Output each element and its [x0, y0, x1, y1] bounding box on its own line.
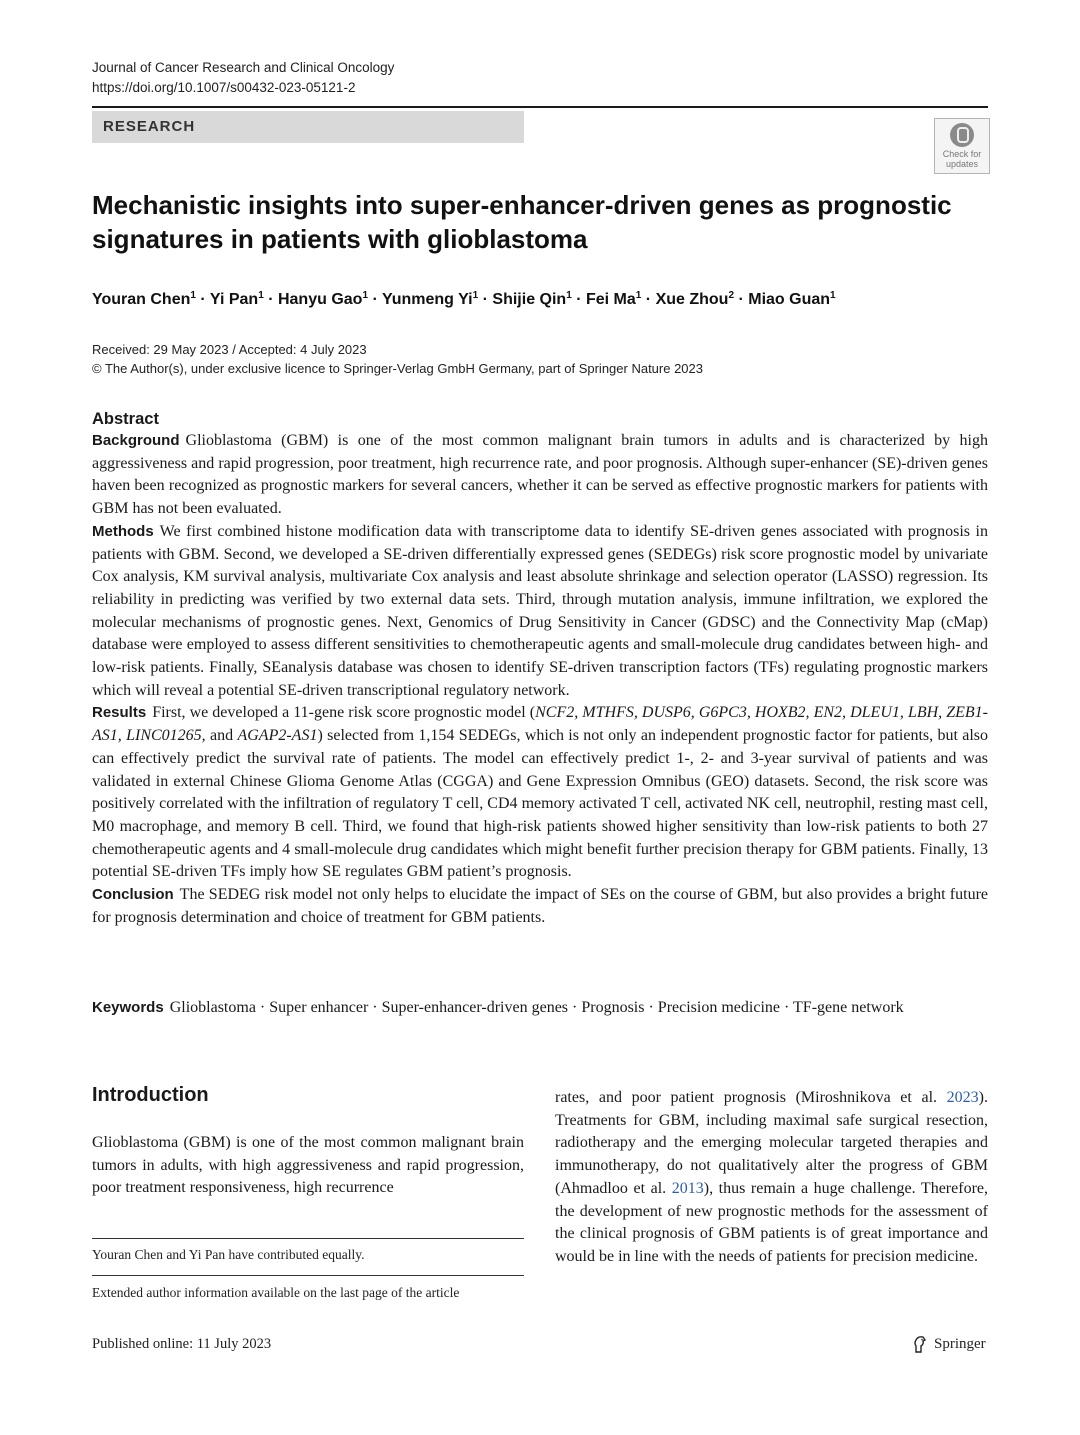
publisher-name: Springer: [934, 1335, 986, 1352]
header-rule: [92, 106, 988, 108]
abstract-conclusion: Conclusion The SEDEG risk model not only helps to elucidate the impact of SEs on the course of GBM, but also provides a bright future for prognosis determination and choice of treatment for GBM patients.: [92, 886, 988, 926]
bookmark-icon: [950, 123, 974, 147]
citation-link[interactable]: 2023: [946, 1089, 979, 1106]
abstract-section: [92, 408, 988, 929]
affiliation-marker: 1: [472, 290, 479, 301]
publisher-logo: [910, 1334, 986, 1354]
keywords-text: Glioblastoma · Super enhancer · Super-enhancer-driven genes · Prognosis · Precision medicine · TF-gene network: [169, 999, 904, 1016]
article-title: Mechanistic insights into super-enhancer-driven genes as prognostic signatures in patients with glioblastoma: [92, 190, 952, 254]
conclusion-label: Conclusion: [92, 886, 174, 904]
keywords-label: Keywords: [92, 999, 164, 1016]
author-name[interactable]: Yi Pan: [209, 291, 259, 308]
author-name[interactable]: Shijie Qin: [492, 291, 567, 308]
abstract-heading: Abstract: [92, 410, 159, 428]
background-label: Background: [92, 432, 180, 449]
published-online: Published online: 11 July 2023: [92, 1336, 272, 1352]
author-name[interactable]: Hanyu Gao: [277, 291, 363, 308]
author-name[interactable]: Miao Guan: [748, 291, 831, 308]
author-separator: ·: [195, 291, 210, 308]
abstract-background: Background Glioblastoma (GBM) is one of the most common malignant brain tumors in adults and is characterized by high aggressiveness and rapid progression, poor treatment, high recurrence rate, and poor prognosis. Although super-enhancer (SE)-driven genes haven been recognized as prognostic markers for several cancers, whether it can be served as effective prognostic markers for patients with GBM has not been evaluated.: [92, 432, 988, 518]
journal-name: Journal of Cancer Research and Clinical Oncology: [92, 60, 395, 75]
citation-link[interactable]: 2013: [671, 1179, 704, 1197]
introduction-text-left: Glioblastoma (GBM) is one of the most common malignant brain tumors in adults, with high aggressiveness and rapid progression, poor treatment responsiveness, high recurrence: [92, 1134, 524, 1197]
springer-horse-icon: [910, 1334, 930, 1354]
footnote-equal-contribution: Youran Chen and Yi Pan have contributed equally.: [92, 1247, 365, 1262]
author-separator: ·: [734, 291, 749, 308]
keywords: [92, 996, 988, 1019]
author-separator: ·: [368, 291, 382, 308]
author-name[interactable]: Fei Ma: [585, 291, 636, 308]
author-separator: ·: [478, 291, 493, 308]
copyright-notice: © The Author(s), under exclusive licence to Springer-Verlag GmbH Germany, part of Springer Nature 2023: [92, 361, 703, 376]
journal-header: [92, 58, 394, 98]
doi-link[interactable]: https://doi.org/10.1007/s00432-023-05121-2: [92, 80, 356, 95]
affiliation-marker: 1: [566, 290, 572, 301]
methods-label: Methods: [92, 522, 154, 540]
check-for-updates-label: Check for updates: [942, 149, 982, 169]
footnote-divider: [92, 1275, 524, 1276]
author-name[interactable]: Youran Chen: [92, 291, 191, 308]
affiliation-marker: 1: [635, 290, 642, 301]
affiliation-marker: 1: [830, 290, 836, 301]
author-name[interactable]: Yunmeng Yi: [381, 291, 473, 308]
section-label: RESEARCH: [103, 118, 196, 135]
author-list: [92, 284, 836, 312]
affiliation-marker: 1: [258, 290, 264, 301]
affiliation-marker: 2: [728, 290, 735, 301]
affiliation-marker: 1: [190, 290, 196, 301]
results-label: Results: [92, 704, 147, 722]
footnote-divider: [92, 1238, 524, 1239]
introduction-heading: Introduction: [92, 1084, 209, 1106]
received-accepted: Received: 29 May 2023 / Accepted: 4 July 2023: [92, 342, 367, 357]
publication-dates: [92, 340, 703, 378]
check-for-updates-button[interactable]: [934, 118, 990, 174]
affiliation-marker: 1: [362, 290, 368, 301]
author-name[interactable]: Xue Zhou: [655, 291, 729, 308]
abstract-results: Results First, we developed a 11-gene risk score prognostic model (NCF2, MTHFS, DUSP6, G6PC3, HOXB2, EN2, DLEU1, LBH, ZEB1-AS1, LINC01265, and AGAP2-AS1) selected from 1,154 SEDEGs, which is not only an independent prognostic factor for patients, but also can effectively predict the survival rate of patients. The model can effectively predict 1-, 2- and 3-year survival of patients and was validated in external Chinese Glioma Genome Atlas (CGGA) and Gene Expression Omnibus (GEO) datasets. Second, the risk score was positively correlated with the infiltration of regulatory T cell, CD4 memory activated T cell, activated NK cell, neutrophil, resting mast cell, M0 macrophage, and memory B cell. Third, we found that high-risk patients showed higher sensitivity than low-risk patients to both 27 chemotherapeutic agents and 4 small-molecule drug candidates which might benefit further precision therapy for GBM patients. Finally, 13 potential SE-driven TFs imply how SE regulates GBM patient’s prognosis.: [92, 704, 989, 881]
author-separator: ·: [571, 291, 586, 308]
abstract-methods: Methods We first combined histone modification data with transcriptome data to identify SE-driven genes associated with prognosis in patients with GBM. Second, we developed a SE-driven differentially expressed genes (SEDEGs) risk score prognostic model by univariate Cox analysis, KM survival analysis, multivariate Cox analysis and least absolute shrinkage and selection operator (LASSO) regression. Its reliability in predicting was verified by two external data sets. Third, through mutation analysis, immune infiltration, we explored the molecular mechanisms of prognostic genes. Next, Genomics of Drug Sensitivity in Cancer (GDSC) and the Connectivity Map (cMap) database were employed to assess different sensitivities to chemotherapeutic agents and small-molecule drug candidates between high- and low-risk patients. Finally, SEanalysis database was chosen to identify SE-driven transcription factors (TFs) regulating prognostic markers which will reveal a potential SE-driven transcriptional regulatory network.: [92, 522, 988, 699]
footnote-extended-info: Extended author information available on the last page of the article: [92, 1285, 460, 1300]
introduction-text-right: rates, and poor patient prognosis (Miroshnikova et al. 2023). Treatments for GBM, including maximal safe surgical resection, radiotherapy and the emerging molecular targeted therapies and immunotherapy, do not qualitatively alter the progress of GBM (Ahmadloo et al. 2013), thus remain a huge challenge. Therefore, the development of new prognostic methods for the assessment of the clinical prognosis of GBM patients is of great importance and would be in line with the needs of patients for precision medicine.: [555, 1089, 988, 1265]
author-separator: ·: [263, 291, 278, 308]
author-separator: ·: [641, 291, 656, 308]
